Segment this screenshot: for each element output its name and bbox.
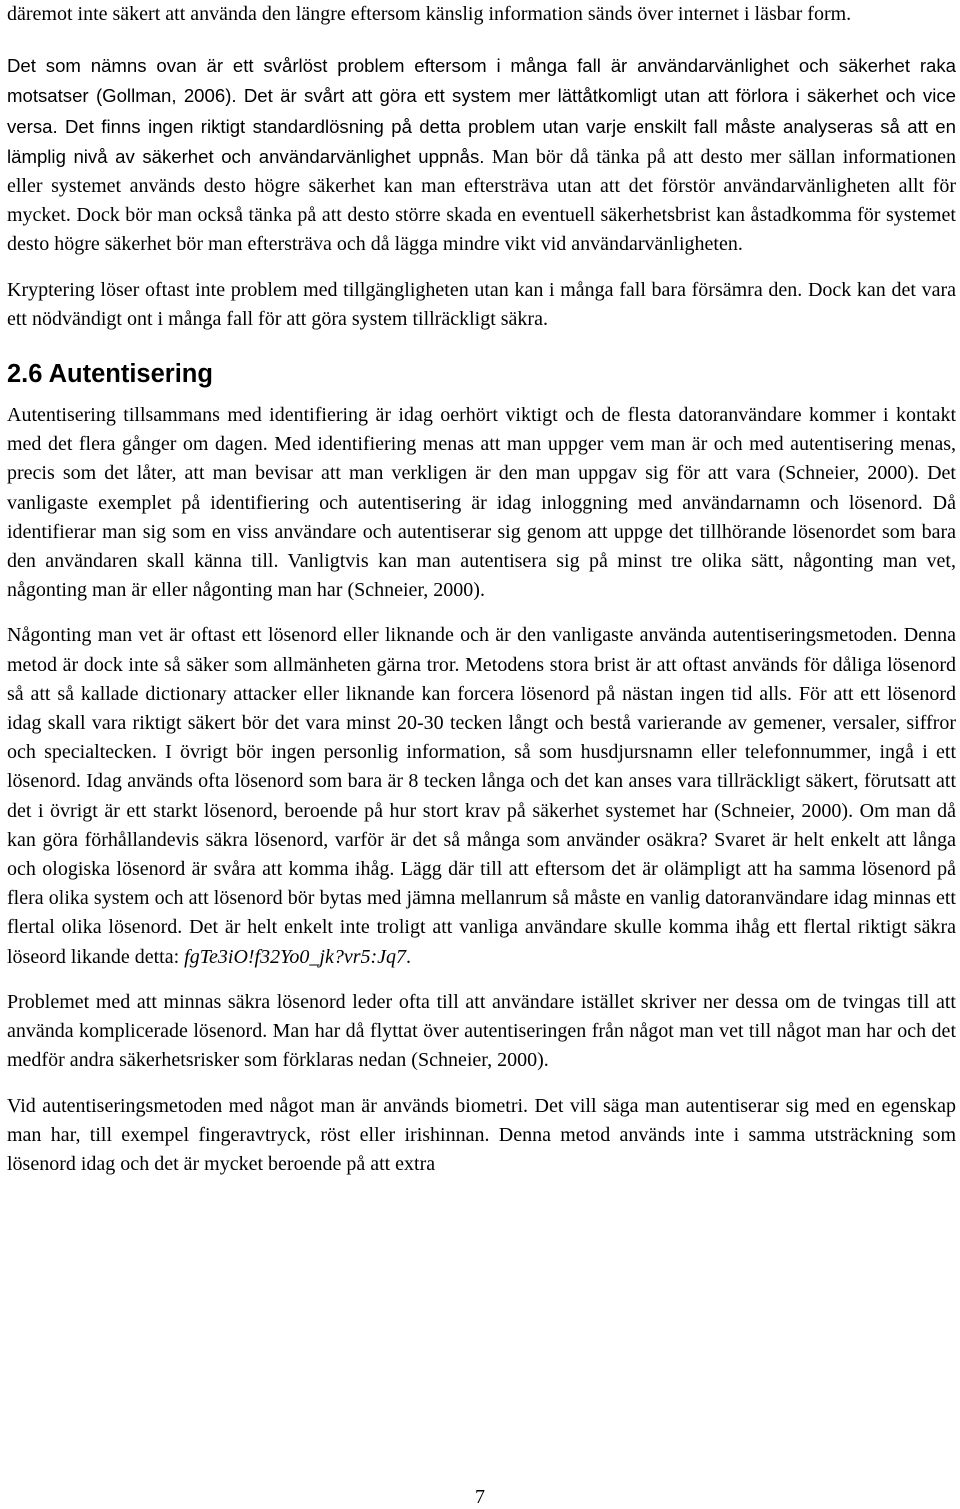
paragraph-problem: Problemet med att minnas säkra lösenord leder ofta till att användare istället skriver ner dessa om de tvingas till att använda komplicerade lösenord. Man har då flyttat över autentiseringen från något man vet till något man har och det medför andra säkerhetsrisker som förklaras nedan (Schneier, 2000). [7, 990, 956, 1072]
paragraph-authentication: Autentisering tillsammans med identifiering är idag oerhört viktigt och de flesta datoranvändare kommer i kontakt med det flera gånger om dagen. Med identifiering menas att man uppger vem man är och med autentisering menas, precis som det låter, att man bevisar att man verkligen är den man uppgav sig för att vara (Schneier, 2000). Det vanligaste exemplet på identifiering och autentisering är idag inloggning med användarnamn och lösenord. Då identifierar man sig som en viss användare och autentiserar sig genom att uppge det tillhörande lösenordet som bara den användaren skall känna till. Vanligtvis kan man autentisera sig på minst tre olika sätt, någonting man vet, någonting man är eller någonting man har (Schneier, 2000). [7, 404, 956, 602]
paragraph-usability [7, 51, 956, 259]
paragraph-usability-sans-part: Det som nämns ovan är ett svårlöst problem eftersom i många fall är användarvänlighet och säkerhet raka motsatser (Gollman, 2006). Det är svårt att göra ett system mer lättåtkomligt utan att förlora i säkerhet och vice versa. Det finns ingen riktigt standardlösning på detta problem utan varje enskilt fall måste analyseras så att en lämplig nivå av säkerhet och användarvänlighet uppnås. [7, 55, 956, 167]
paragraph-password [7, 621, 956, 971]
password-example: fgTe3iO!f32Yo0_jk?vr5:Jq7 [184, 945, 407, 968]
paragraph-password-text: Någonting man vet är oftast ett lösenord eller liknande och är den vanligaste använda autentiseringsmetoden. Denna metod är dock inte så säker som allmänheten gärna tror. Metodens stora brist är att oftast används för dåliga lösenord så att så kallade dictionary attacker eller liknande kan forcera lösenord på nästan ingen tid alls. För att ett lösenord idag skall vara riktigt säkert bör det vara minst 20-30 tecken långt och bestå varierande av gemener, versaler, siffror och specialtecken. I övrigt bör ingen personlig information, så som husdjursnamn eller telefonnummer, ingå i ett lösenord. Idag används ofta lösenord som bara är 8 tecken långa och det kan anses vara tillräckligt säkert, förutsatt att det i övrigt är ett starkt lösenord, beroende på hur stort krav på säkerhet systemet har (Schneier, 2000). Om man då kan göra förhållandevis säkra lösenord, varför är det så många som använder osäkra? Svaret är helt enkelt att långa och ologiska lösenord är svåra att komma ihåg. Lägg där till att eftersom det är olämpligt att ha samma lösenord på flera olika system och att lösenord bör bytas med jämna mellanrum så måste en vanlig datoranvändare idag minnas ett flertal olika lösenord. Det är helt enkelt inte troligt att vanliga användare skulle komma ihåg ett flertal riktigt säkra löseord likande detta: [7, 624, 956, 968]
paragraph-encryption: Kryptering löser oftast inte problem med tillgängligheten utan kan i många fall bara försämra den. Dock kan det vara ett nödvändigt ont i många fall för att göra system tillräckligt säkra. [7, 278, 956, 330]
section-number: 2.6 [7, 360, 43, 389]
section-title: Autentisering [48, 360, 213, 389]
document-page [7, 0, 956, 1179]
paragraph-usability-serif-part: Man bör då tänka på att desto mer sällan informationen eller systemet används desto högre säkerhet kan man eftersträva utan att det förstör användarvänligheten allt för mycket. Dock bör man också tänka på att desto större skada en eventuell säkerhetsbrist kan åstadkomma för systemet desto högre säkerhet bör man eftersträva och då lägga mindre vikt vid användarvänligheten. [7, 145, 956, 256]
paragraph-biometrics: Vid autentiseringsmetoden med något man är används biometri. Det vill säga man autentiserar sig med en egenskap man har, till exempel fingeravtryck, röst eller irishinnan. Denna metod används inte i samma utsträckning som lösenord idag och det är mycket beroende på att extra [7, 1094, 956, 1175]
section-heading [7, 359, 956, 389]
page-number: 7 [475, 1486, 485, 1508]
paragraph-password-end: . [406, 945, 412, 968]
paragraph-top-fragment: däremot inte säkert att använda den längre eftersom känslig information sänds över internet i läsbar form. [7, 3, 852, 25]
